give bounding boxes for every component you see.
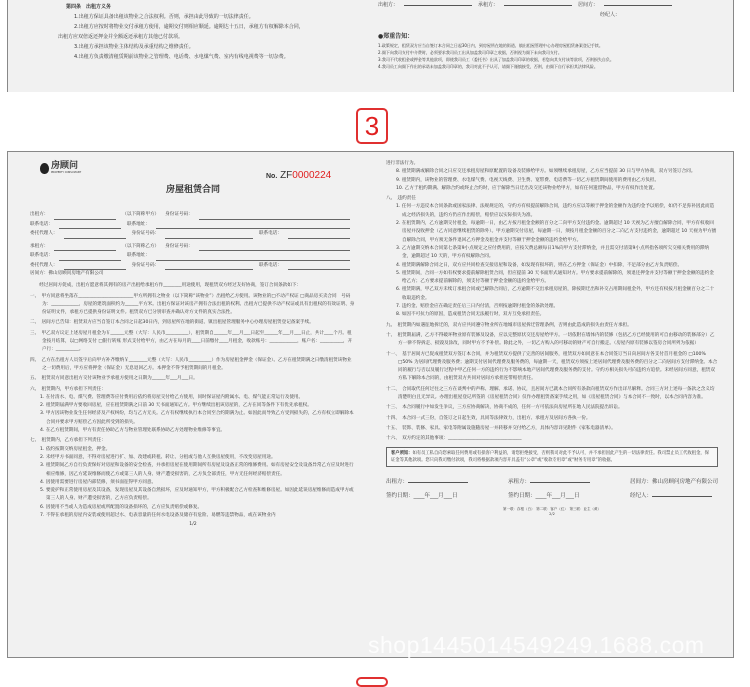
contract-clause: 5. 要爱护和正常使用房屋及其设备，发现房屋及其设备自然损坏，应及时通知甲方，甲方积极配合乙方检查和维修房屋。如因此延误房屋维修而造成甲方或第三人的人身、财产遭受损害的，乙方应负责赔偿。	[40, 488, 354, 502]
watermark: shop1445014549249.1688.com	[368, 632, 705, 658]
lessee-id-field[interactable]	[199, 245, 350, 251]
agent-label: 经纪人：	[600, 12, 621, 18]
contract-clause: 二、 居间方已告知：租赁双方应当自签订本合同之日起30日内，到房屋所在地的街道、镇出租屋管理服务中心办理房屋租赁登记备案手续。	[30, 320, 314, 326]
notice-line: 1.政策规定，租赁双方应当自签订本合同之日起30日内，到房屋所在地的街道、镇出租屋管理中心办理房屋租赁备案登记手续。	[378, 43, 603, 48]
contract-clause: 进行非法行为。	[386, 161, 419, 166]
contract-clause: 6. 租赁期满，甲乙双方未续订承租合同或已解除合同后，乙方逾期不交出承租房屋的，除按期迁出和补交占用期间租金外，甲方还有权按月租金额百分之二十收取违约金。	[396, 287, 715, 301]
field-row: 联系电话： 联系地址：	[30, 251, 350, 261]
notice-text: 如有员工私自向您索取任何费用或有损客户利益的，请您拒绝接受，否则我司对此不予认可，并不承担因此产生的一切法律责任。我司禁止员工代收租金，保证金等其他款项。您只向我司缴付款项，我司将根据款项内容开具盖有“公章”或“收款专用章”或“财务专用章”的收据。	[391, 450, 709, 463]
contract-clause: 9. 租赁期内，该物业的管理费、水电煤气费、电视天线费、卫生费、宽带费、电话费等一切乙方租赁期间使用的费用由乙方负担。	[396, 177, 660, 183]
page-number: 2/2	[549, 511, 555, 516]
lessee-address-field[interactable]	[156, 255, 350, 261]
contract-clause: 十二、 合同取代任何过往之三方在谈判中的声称、理解、承诺、协议，且居间方已就本合同所有条款向租赁双方作出详尽解释。合同三方对上述每一条款之含义均清楚明白且无异议。办理出租屋登记所签的《房屋租赁合同》仅作办理租赁备案手续之用，如《房屋租赁合同》与本合同不一致时，以本合同内容为准。	[386, 386, 715, 401]
notice-label: 客户须知：	[391, 450, 413, 456]
lessor-obligations	[58, 2, 378, 62]
contract-clause: 四、 乙方在出租方人员签字后向甲方补齐缴纳￥________元整（大写：人民币__________）作为房屋租金押金（保证金）。乙方在租赁期满之日缴清租赁该物业之一切费用后，甲方应将押金（保证金）无息退回乙方。本押金不得予租赁期间的月租金。	[30, 357, 352, 371]
lessor-address-field[interactable]	[156, 223, 350, 229]
field-row: 出租方： （以下简称甲方） 身份证号码：	[30, 210, 350, 220]
lessee-label: 承租方：	[478, 2, 499, 8]
broker-label: 居间方：	[578, 2, 599, 8]
contract-clause: 8. 如因不可抗力的原因，造成租赁合同无法履行时，双方互免承担责任。	[396, 312, 545, 318]
contract-clause: 十五、 装饰、装修、家具、家电等附属设施随房屋一并转移并交付给乙方，具体内容详见附件《家私电器清单》。	[386, 425, 616, 431]
field-row: 承租方： （以下简称乙方） 身份证号码：	[30, 242, 350, 252]
contract-clause: 九、 租赁期内如遇征地拆迁的，双方应共同遵守物业所在地城市房屋拆迁管理条例，否则由此造成的损失由责任方承担。	[386, 322, 632, 328]
contract-page-1	[18, 152, 368, 657]
field-row: 联系电话： 联系地址：	[30, 220, 350, 230]
lessee-phone-field[interactable]	[59, 255, 121, 261]
contract-clause: 7. 不得在承租的房屋内安装或使用超过水、电表容量的任何水电设备及储存有危险、易燃等违禁物品，或在该物业内	[40, 513, 276, 519]
lessor-agent-id-field[interactable]	[165, 233, 253, 239]
page-number: 1/2	[189, 522, 197, 528]
contract-page-2	[378, 152, 726, 657]
signature-notice-area	[378, 0, 708, 70]
previous-page-section	[7, 0, 734, 92]
clause: 2.出租方应按时将物业交付承租方使用，逾期交付则相应顺延。逾期达十五日，承租方有权解除本合同，	[74, 24, 304, 30]
contract-clause: 3. 甲方因该物业发生任何经济及产权纠纷，均与乙方无关。乙方有权继续执行本合同至合约期满为止。如因此而导致乙方受到损失的，乙方有权立即解除本合同并要求甲方赔偿乙方因此所受到的损失。	[40, 411, 354, 425]
contract-clause: 3. 乙方逾期交纳本合同第七条第9小点规定之应付费用的，应按欠费总额每日1%向甲方支付滞纳金，并且需交付清第9小点所指各项所欠交相关费用的滞纳金，逾期超过 10 天的，甲方有权解除合同。	[396, 245, 709, 260]
contract-clause: 2. 在租赁期内，乙方逾期交付租金，每逾期一日，由乙方按月租金金额的百分之二向甲方支付违约金。逾期超过 10 天视为乙方擅自解除合同，甲方有权收回房屋并没收押金（乙方同意继续租赁的除外）。甲方逾期交付房屋，每逾期一日，须按月租金金额的百分之二向乙方支付违约金，逾期超过 10 天视为甲方擅自解除合同，甲方须无条件退回乙方押金及租金并支付等额于押金金额的违约金给甲方。	[396, 221, 717, 243]
notice-line: 4.我司员工向阁下作出的承诺未加盖我司印章的，我司对此不予认可，请阁下谨慎接受，否则，由阁下自行承担其法律风险。	[378, 64, 598, 69]
contract-clause: 十一、 基于居间方已促成租赁双方签订本合同，并为租赁双方提供了完善的居间服务，租赁双方如同意在本合同签订当日向居间方各支付首月租金的 □100% □50% 为居间代理费及服务费；逾期支付居间代理费及服务费的，每逾期一天，租赁双方须按上述居间代理费及服务费的百分之二向居间方支付滞纳金。本合同的履行与否以及履行过程中甲乙任何一方的违约行为不影响本地产居间代理费及服务费的支付。守约方相关损失可向违约方追偿。未经居间方同意，租赁双方私下解除本合同的，由租赁双方共同对居间方承担连带赔偿责任。	[386, 351, 718, 382]
clause: 1.出租方保证具备出租该物业之合法权利。否则，承担由此导致的一切法律责任。	[74, 14, 254, 20]
contract-clause: 1. 在付清水、电、煤气费、管理费等应付费用后依约将房屋交付给乙方使用，同时保证屋内附属水、电、煤气能正常运行及使用。	[40, 394, 304, 400]
lessor-name-field[interactable]	[54, 214, 116, 220]
contract-clause: 十、 租赁期届满，乙方不得破坏物业原有装修及设备，应以完整原状交还房屋给甲方。一切依附在墙体内的装修（包括乙方已经使用的可自由移动的装修部分）乙方一律不得拆走、损毁及涂改，同时甲方不予补偿。除此之外，一切乙方购入的可移动的财产可自行搬走。（房屋内原有装修以签房合同所列为依据）	[386, 332, 715, 347]
lessor-label: 出租方：	[378, 2, 399, 8]
contract-clause: 八、 违约责任	[386, 196, 416, 202]
lessor-phone-field[interactable]	[59, 223, 121, 229]
step-number-badge: 3	[356, 108, 388, 144]
contract-clause: 8. 租赁期满或解除合同之日应交还承租房屋和原配置的设备及装修给甲方。如须继续承租房屋，乙方应当提前 30 日与甲方协商，双方另签订合同。	[396, 169, 696, 175]
contract-clause: 4. 因使用需要进行房屋内部装修，须书面征得甲方同意。	[40, 479, 157, 485]
lessor-id-field[interactable]	[199, 214, 350, 220]
broker-line: 居间方：佛山房顾问房地产有限公司	[30, 271, 104, 276]
contract-clause: 七、 租赁期内，乙方承担下列责任：	[30, 438, 106, 444]
contract-clause: 2. 未经甲方书面同意，不得对房屋进行扩、加、改建或转租、转让、分租或与他人互换房屋使用，不改变房屋用途。	[40, 454, 276, 460]
signature-row	[378, 0, 708, 10]
copies-note: 第一联：存根（白） 第二联：客户（红） 第三联：业主（黄）	[503, 506, 601, 511]
contract-clause: 4. 在乙方租赁期间，甲方有责任协助乙方与物业管理处联系协助乙方处理物业维修等事宜。	[40, 428, 226, 434]
contract-clause: 2. 租赁期届满甲方要收回房屋，应在租赁期满之日前 30 天书面通知乙方。甲方继续出租该房屋的，乙方在同等条件下有优先承租权。	[40, 403, 312, 409]
contract-clause: 6. 因使用不当或人为造成房屋或所配置的设备损坏的，乙方应负责赔偿或修复。	[40, 504, 203, 510]
contract-clause: 经过居间方促成，出租方愿意将其拥有的房产出租给承租方作________用途使用，现租赁双方经过友好协商，签订合同条款如下：	[30, 283, 302, 289]
contract-clause: 十四、 本合同一式三份，自签订之日起生效，具同等法律效力，出租方、承租方及居间方各执一份。	[386, 415, 591, 421]
contract-clause: 五、 租赁双方同意出租方交付该物业予承租方使用之日期为______年___月___日。	[30, 376, 198, 382]
clause: 4.出租方负责缴清租赁期前该物业之管理费、电话费、水电煤气费、室内有线电视费等一切杂费。	[74, 54, 289, 60]
clause: 出租方应双倍返还押金并全额返还承租方其他已付款项。	[58, 34, 184, 40]
notice-title: ●郑重告知：	[378, 33, 414, 40]
contract-clause: 十三、 本合同履行中如发生争议，三方应协商解决，协商不成的，任何一方可依法向房屋所在地人民法院提出诉讼。	[386, 405, 623, 411]
next-step-badge	[356, 677, 388, 687]
lessee-name-field[interactable]	[54, 245, 116, 251]
logo-icon	[40, 163, 49, 174]
contract-clause: 4. 租赁期满解除合同之日，双方应共同检查交接房屋和设备，如发现有损坏的，则在乙方押金（保证金）中扣除，不足部分由乙方负责赔偿。	[396, 262, 683, 268]
contract-clause: 10. 乙方于租约期满、解除合约或终止合约时，应于解除当日迁出及交还该物业给甲方，如有任何遗留物品，甲方有权作出处置。	[396, 185, 658, 191]
left-clauses	[30, 270, 356, 530]
field-row: 委托代理人： 身份证号码： 联系电话：	[30, 261, 350, 271]
party-fields	[30, 210, 350, 270]
field-row: 委托代理人： 身份证号码： 联系电话：	[30, 229, 350, 239]
signature-block: 出租方： 签约日期：____年___月___日 承租方： 签约日期：____年___月___日 居间方：佛山房顾问房地产有限公司 经纪人：	[386, 478, 718, 499]
lessor-agent-phone-field[interactable]	[288, 233, 350, 239]
contract-number: No. ZF0000224	[266, 170, 332, 181]
contract-clause: 7. 违约金、赔偿金应在确定责任后三日内付清，否则按逾期付租金的条款处理。	[396, 304, 559, 310]
section-heading: 第四条 出租方义务	[66, 4, 112, 10]
contract-clause: 5. 租赁期间，合同一方如有权要求提前解除租赁合同，但应提前 30 天书面形式通知对方。甲方要求提前解除的，须退还押金并支付等额于押金金额的违约金给乙方；乙方要求提前解除的，须支付等额于押金金额的违约金给甲方。	[396, 270, 714, 285]
contract-title: 房屋租赁合同	[165, 185, 220, 195]
company-logo	[40, 162, 81, 174]
contract-sheet	[7, 151, 734, 658]
contract-clause: 六、 租赁期内，甲方承担下列责任：	[30, 386, 106, 392]
notice-line: 3.我司不代收租金或押金等其他款项，即使我司员工（委托书）出具了加盖我司印章的收据，若您向其支付该等款项，否则损失自负。	[378, 57, 614, 62]
clause: 3.出租方承担该物业主体结构及承重结构之维修责任。	[74, 44, 194, 50]
contract-clause: 3. 租赁期间乙方自行负责保好对房屋和设备的安全检查，并承担房屋在使用期间所有房屋及设备正常的维修费用。如有房屋安全及设备异常乙方应及时进行相应维修，因乙方延误维修而使乙方或第三人的人身、财产遭受损害的，乙方负全部责任，甲方无任何经济赔偿责任。	[40, 463, 354, 477]
logo-subtext: PROPERTY CONSULTANT	[51, 171, 82, 174]
logo-text: 房顾问	[51, 161, 79, 171]
contract-clause: 三、 甲乙双方议定上述房屋月租金为￥______元整（大写：人民币__________），租赁期自______年___月___日起至______年___月___日止，共计____个月。租金按月结算，以□网络支付 □银行转账 形式支付给甲方，由乙方在每月的____日前缴付____月租金，收款账号：____________，账户名：__________，开户行：__________。	[30, 330, 353, 353]
lessor-agent-field[interactable]	[64, 233, 126, 239]
contract-clause: 1. 任何一方违反本合同条款或国家法律、法规规定的，守约方有权提前解除合同，违约方应以等额于押金的金额作为违约金予以赔偿，如仍不足弥补因此而造成之经济损失的，违约方仍应作出赔偿，赔偿应以实际损失为准。	[396, 204, 715, 218]
contract-clause: 1. 依约按期交纳房屋租金、押金。	[40, 446, 111, 452]
contract-clause: 十六、 双方约定的其他事项：________________________________	[386, 436, 522, 442]
notice-line: 2.阁下向我司支付中介费时，必须要求我司员工出具加盖我司印章之收据，否则视为阁下未向我司支付。	[378, 50, 562, 55]
right-clauses	[386, 158, 718, 517]
contract-clause: 一、 甲方同意将坐落在________________________甲方所拥有之物业（以下简称“该物业”）出租给乙方使用。该物业的□不动产权证 □商品房买卖合同 号码为：____________，房屋的建筑面积约为______平方米。出租方保证对该房产拥有合法出租的权利。出租方已提供不动产权证或具有出租权的有效证明、身份证明文件，承租方已提供身份证明文件。租赁双方已分别审查并确认对方文件的真实合法性。	[30, 293, 355, 316]
customer-notice-box	[386, 447, 718, 467]
